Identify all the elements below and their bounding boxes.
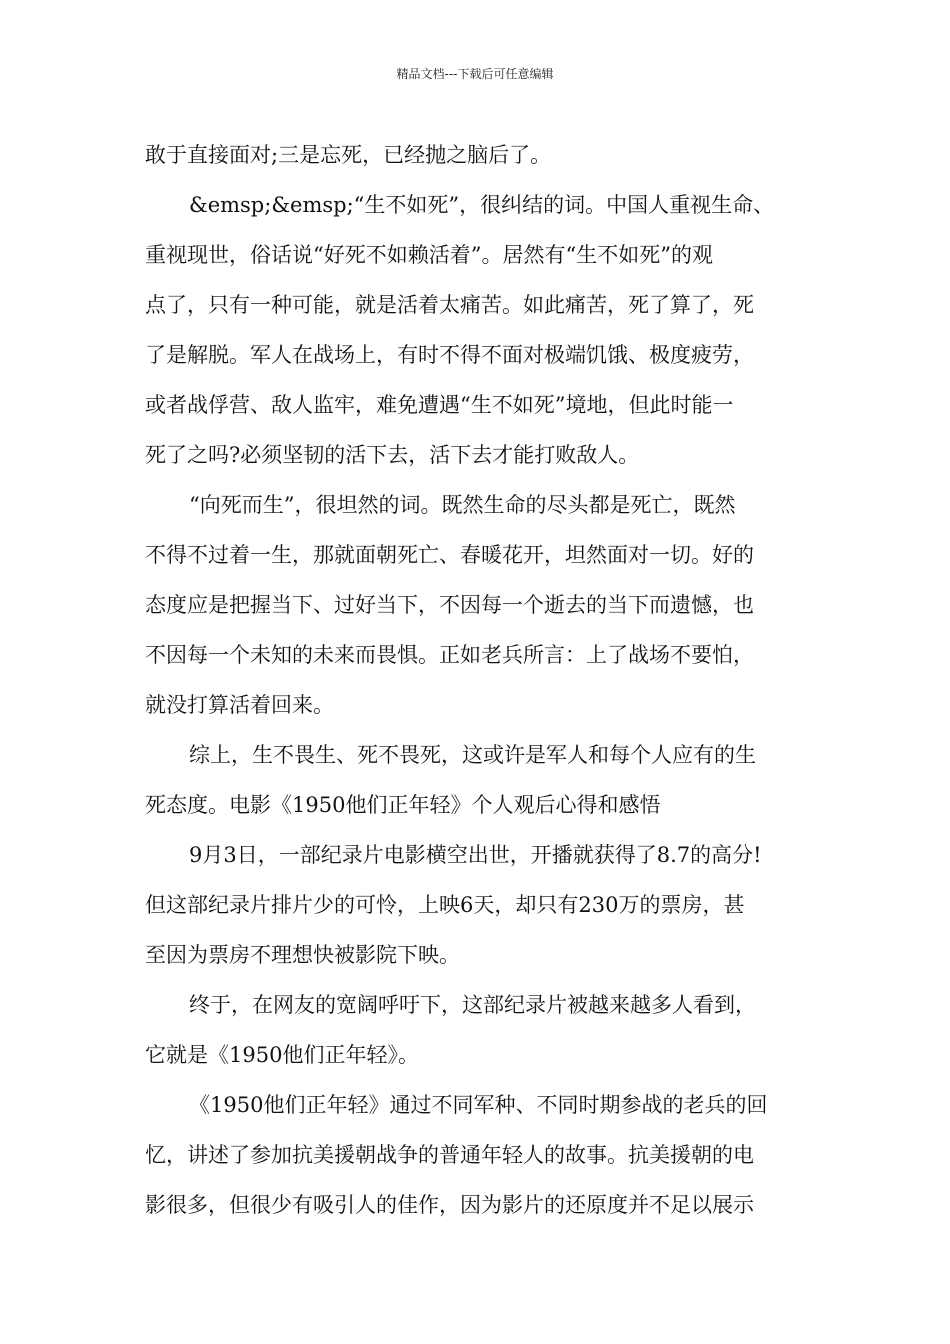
text-line: 9月3日，一部纪录片电影横空出世，开播就获得了8.7的高分! xyxy=(189,843,762,867)
text-line: 敢于直接面对;三是忘死，已经抛之脑后了。 xyxy=(145,143,552,167)
text-line: 《1950他们正年轻》通过不同军种、不同时期参战的老兵的回 xyxy=(189,1093,768,1117)
text-line: 了是解脱。军人在战场上，有时不得不面对极端饥饿、极度疲劳， xyxy=(145,343,754,367)
text-line: 不因每一个未知的未来而畏惧。正如老兵所言：上了战场不要怕， xyxy=(145,643,754,667)
text-line: 综上，生不畏生、死不畏死，这或许是军人和每个人应有的生 xyxy=(189,743,756,767)
text-line: 或者战俘营、敌人监牢，难免遭遇“生不如死”境地，但此时能一 xyxy=(145,393,734,417)
text-line: 死态度。电影《1950他们正年轻》个人观后心得和感悟 xyxy=(145,793,661,817)
document-body xyxy=(145,130,810,1230)
text-line: 影很多，但很少有吸引人的佳作，因为影片的还原度并不足以展示 xyxy=(145,1193,754,1217)
text-line: “向死而生”，很坦然的词。既然生命的尽头都是死亡，既然 xyxy=(189,493,736,517)
text-line: &emsp;&emsp;“生不如死”，很纠结的词。中国人重视生命、 xyxy=(189,193,775,217)
text-line: 死了之吗?必须坚韧的活下去，活下去才能打败敌人。 xyxy=(145,443,640,467)
text-line: 点了，只有一种可能，就是活着太痛苦。如此痛苦，死了算了，死 xyxy=(145,293,754,317)
text-line: 重视现世，俗话说“好死不如赖活着”。居然有“生不如死”的观 xyxy=(145,243,713,267)
text-line: 就没打算活着回来。 xyxy=(145,693,334,717)
text-line: 至因为票房不理想快被影院下映。 xyxy=(145,943,460,967)
text-line: 它就是《1950他们正年轻》。 xyxy=(145,1043,419,1067)
text-line: 态度应是把握当下、过好当下，不因每一个逝去的当下而遗憾，也 xyxy=(145,593,754,617)
text-line: 但这部纪录片排片少的可怜，上映6天，却只有230万的票房，甚 xyxy=(145,893,745,917)
text-line: 终于，在网友的宽阔呼吁下，这部纪录片被越来越多人看到， xyxy=(189,993,756,1017)
text-line: 不得不过着一生，那就面朝死亡、春暖花开，坦然面对一切。好的 xyxy=(145,543,754,567)
text-line: 忆，讲述了参加抗美援朝战争的普通年轻人的故事。抗美援朝的电 xyxy=(145,1143,754,1167)
page-header: 精品文档---下载后可任意编辑 xyxy=(396,67,554,81)
